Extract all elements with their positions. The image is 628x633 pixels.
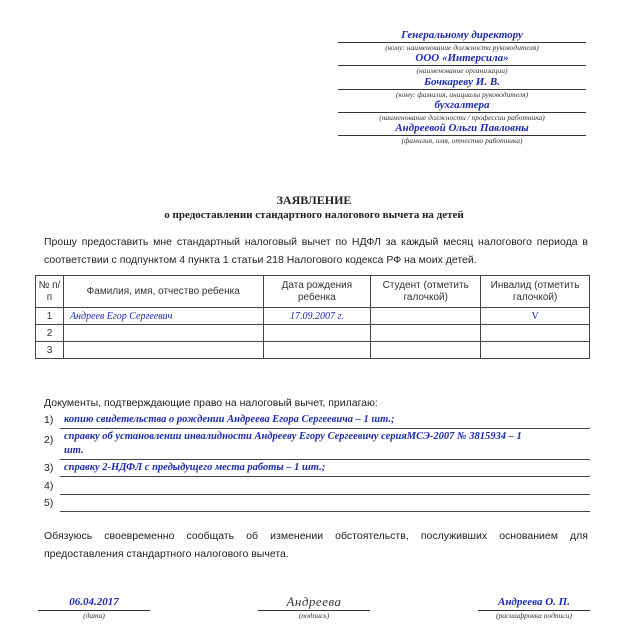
handwritten-signature: Андреева: [286, 594, 342, 609]
table-row: [36, 325, 590, 342]
student-mark-cell: [371, 325, 481, 342]
signature-date-caption: (дата): [83, 611, 105, 620]
row-number: 2: [36, 325, 64, 342]
signature-name-caption: (расшифровка подписи): [495, 611, 573, 620]
doc-number: 2): [44, 434, 54, 446]
table-header-row: [36, 276, 590, 308]
child-name-cell: [63, 325, 263, 342]
doc-text: справку 2-НДФЛ с предыдущего места работы – 1 шт.;: [64, 462, 326, 473]
employee-name-value: Андреевой Ольги Павловны: [395, 122, 529, 134]
col-header-birth-date: Дата рождения ребенка: [263, 276, 371, 308]
documents-intro: Документы, подтверждающие право на налоговый вычет, прилагаю:: [44, 397, 378, 409]
doc-text-continued: шт.: [64, 445, 84, 456]
doc-line: [60, 459, 590, 460]
doc-number: 4): [44, 480, 54, 492]
organization-value: ООО «Интерсила»: [415, 52, 509, 64]
doc-text: справку об установлении инвалидности Андрееву Егору Сергеевичу серияМСЭ-2007 № 3815934 – 1: [64, 431, 522, 442]
document-title: ЗАЯВЛЕНИЕ: [276, 193, 352, 207]
disabled-mark-cell: [481, 325, 590, 342]
addressee-position-value: Генеральному директору: [401, 29, 523, 41]
organization-caption: (наименование организации): [416, 66, 508, 75]
signature-caption: (подпись): [298, 611, 330, 620]
intro-paragraph: Прошу предоставить мне стандартный налоговый вычет по НДФЛ за каждый месяц налогового периода в соответствии с подпунктом 4 пункта 1 статьи 218 Налогового кодекса РФ на моих детей.: [44, 236, 588, 266]
disabled-mark-cell: [481, 342, 590, 359]
birth-date-cell: [263, 325, 371, 342]
table-row: [36, 308, 590, 325]
doc-line: [60, 428, 590, 429]
doc-line: [60, 476, 590, 477]
doc-number: 1): [44, 414, 54, 426]
disabled-mark-cell: V: [481, 308, 590, 325]
signature-date-value: 06.04.2017: [69, 596, 119, 608]
col-header-child-name: Фамилия, имя, отчество ребенка: [63, 276, 263, 308]
employee-name-caption: (фамилия, имя, отчество работника): [401, 136, 523, 145]
employee-position-caption: (наименование должности / профессии работника): [379, 113, 545, 122]
student-mark-cell: [371, 342, 481, 359]
children-table: [35, 275, 590, 359]
col-header-student: Студент (отметить галочкой): [371, 276, 481, 308]
birth-date-cell: 17.09.2007 г.: [263, 308, 371, 325]
table-row: [36, 342, 590, 359]
row-number: 1: [36, 308, 64, 325]
col-header-number: № п/п: [36, 276, 64, 308]
doc-text: копию свидетельства о рождении Андреева Егора Сергеевича – 1 шт.;: [64, 414, 395, 425]
obligation-paragraph: Обязуюсь своевременно сообщать об изменении обстоятельств, послуживших основанием для предоставления стандартного налогового вычета.: [44, 530, 588, 560]
student-mark-cell: [371, 308, 481, 325]
director-name-caption: (кому: фамилия, инициалы руководителя): [395, 90, 529, 99]
doc-line: [60, 511, 590, 512]
doc-number: 3): [44, 462, 54, 474]
doc-number: 5): [44, 497, 54, 509]
employee-position-value: бухгалтера: [434, 99, 490, 111]
document-subtitle: о предоставлении стандартного налогового вычета на детей: [164, 209, 464, 221]
director-name-value: Бочкареву И. В.: [424, 76, 500, 88]
child-name-cell: Андреев Егор Сергеевич: [63, 308, 263, 325]
signature-name-value: Андреева О. П.: [497, 596, 570, 608]
row-number: 3: [36, 342, 64, 359]
col-header-disabled: Инвалид (отметить галочкой): [481, 276, 590, 308]
child-name-cell: [63, 342, 263, 359]
addressee-position-caption: (кому: наименование должности руководителя): [385, 43, 539, 52]
doc-line: [60, 494, 590, 495]
birth-date-cell: [263, 342, 371, 359]
